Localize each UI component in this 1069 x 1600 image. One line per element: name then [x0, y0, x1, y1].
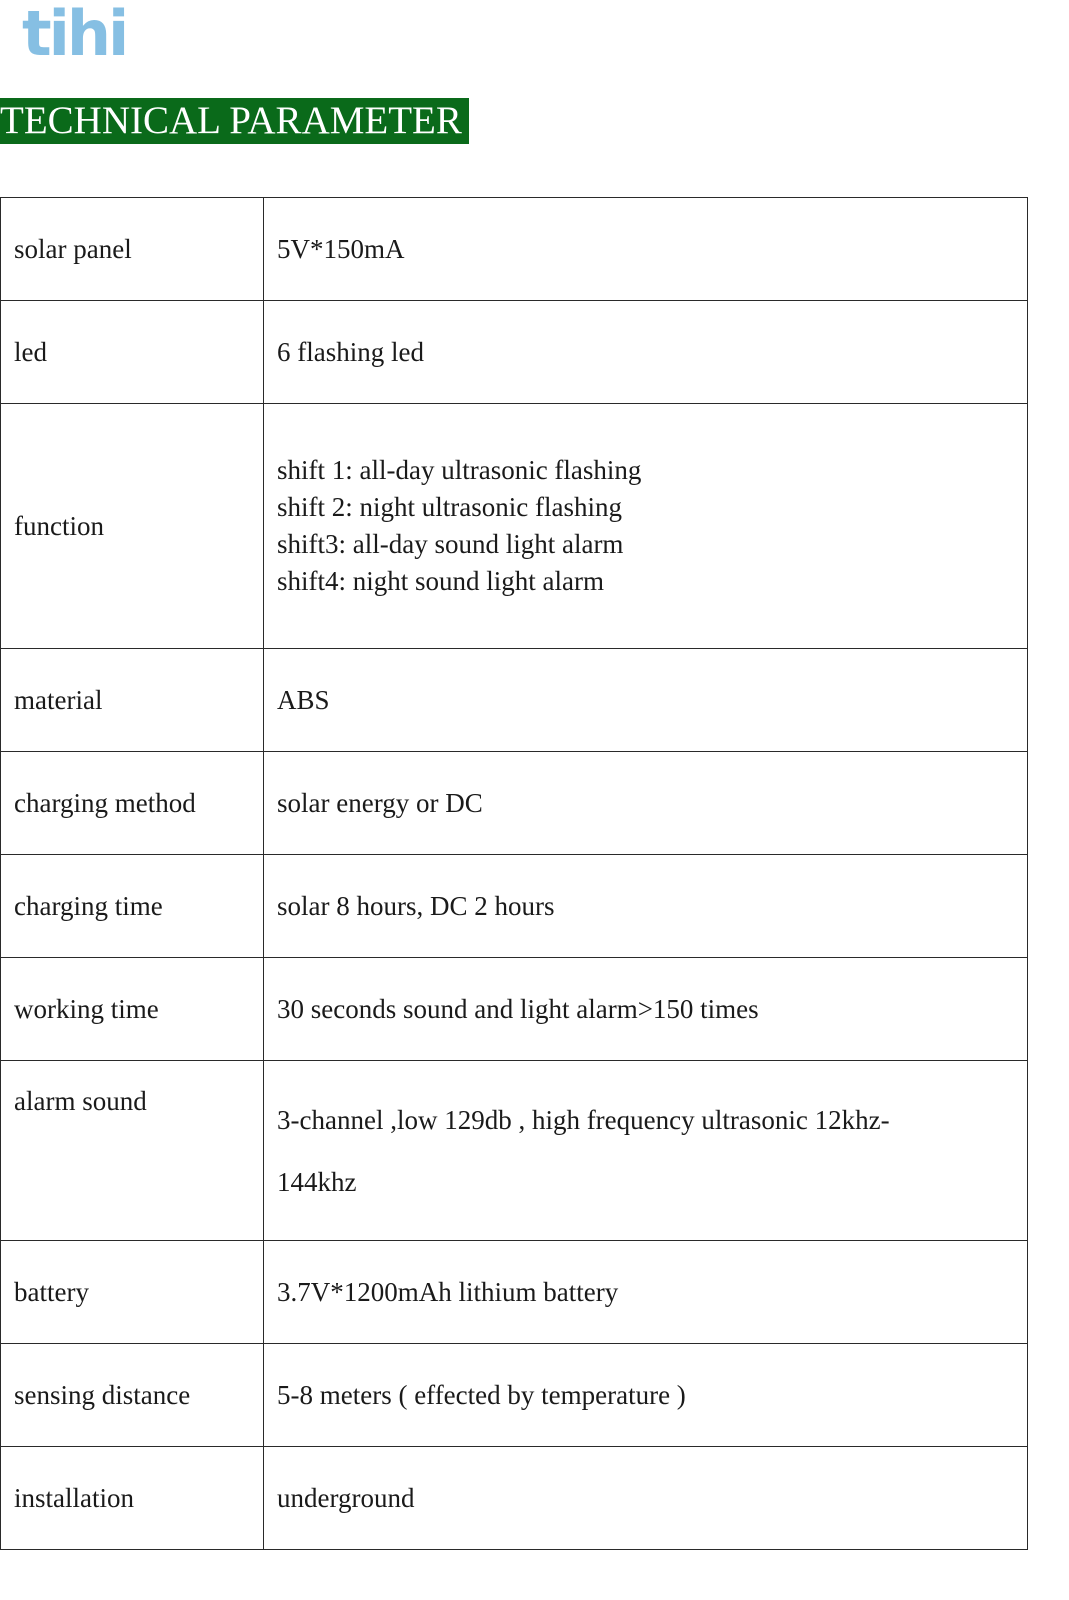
table-row	[1, 198, 1028, 301]
spec-label: function	[1, 404, 264, 649]
spec-value: 5V*150mA	[264, 198, 1028, 301]
spec-label: led	[1, 301, 264, 404]
spec-value: 3.7V*1200mAh lithium battery	[264, 1241, 1028, 1344]
spec-value: underground	[264, 1447, 1028, 1550]
table-row	[1, 301, 1028, 404]
spec-value: solar 8 hours, DC 2 hours	[264, 855, 1028, 958]
spec-value	[264, 1061, 1028, 1241]
spec-label: charging method	[1, 752, 264, 855]
spec-label: charging time	[1, 855, 264, 958]
spec-value-line: 3-channel ,low 129db , high frequency ultrasonic 12khz-	[277, 1104, 890, 1135]
spec-value	[264, 404, 1028, 649]
table-row	[1, 404, 1028, 649]
page-title: TECHNICAL PARAMETER	[0, 98, 469, 144]
spec-value-line: shift3: all-day sound light alarm	[277, 529, 624, 559]
table-row	[1, 649, 1028, 752]
spec-value-line: shift 2: night ultrasonic flashing	[277, 492, 622, 522]
table-row	[1, 1241, 1028, 1344]
spec-value: ABS	[264, 649, 1028, 752]
table-row	[1, 855, 1028, 958]
spec-value-line: 144khz	[277, 1166, 357, 1197]
spec-label: battery	[1, 1241, 264, 1344]
spec-value: 30 seconds sound and light alarm>150 times	[264, 958, 1028, 1061]
spec-label: alarm sound	[1, 1061, 264, 1241]
table-row	[1, 1447, 1028, 1550]
spec-label: solar panel	[1, 198, 264, 301]
spec-value: solar energy or DC	[264, 752, 1028, 855]
spec-label: installation	[1, 1447, 264, 1550]
spec-value: 6 flashing led	[264, 301, 1028, 404]
table-row	[1, 958, 1028, 1061]
brand-logo: tihi	[22, 0, 127, 70]
spec-label: sensing distance	[1, 1344, 264, 1447]
table-row	[1, 1344, 1028, 1447]
table-row	[1, 1061, 1028, 1241]
spec-value: 5-8 meters ( effected by temperature )	[264, 1344, 1028, 1447]
table-row	[1, 752, 1028, 855]
spec-label: material	[1, 649, 264, 752]
spec-value-line: shift 1: all-day ultrasonic flashing	[277, 455, 642, 485]
spec-value-line: shift4: night sound light alarm	[277, 566, 604, 596]
spec-table	[0, 197, 1028, 1550]
spec-label: working time	[1, 958, 264, 1061]
